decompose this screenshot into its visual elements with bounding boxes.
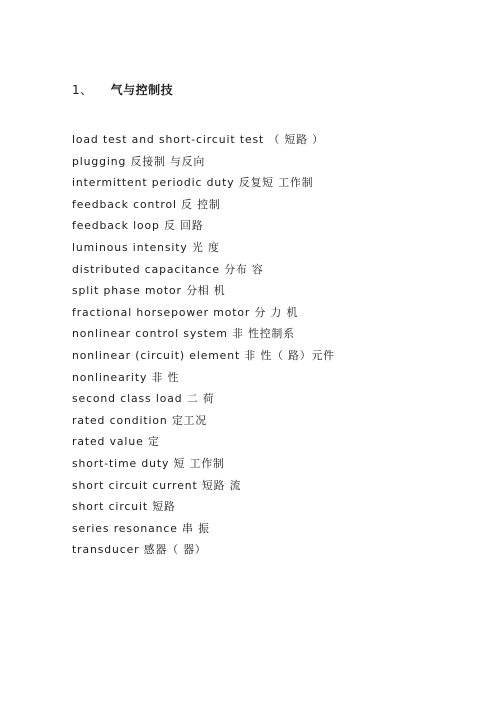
glossary-entry: distributed capacitance 分布 容	[72, 262, 264, 276]
glossary-entry: feedback control 反 控制	[72, 197, 221, 211]
glossary-entry: intermittent periodic duty 反复短 工作制	[72, 176, 314, 190]
glossary-entry: feedback loop 反 回路	[72, 219, 204, 233]
glossary-entry: nonlinearity 非 性	[72, 370, 180, 384]
glossary-entry: short circuit 短路	[72, 500, 176, 514]
glossary-list	[72, 132, 492, 564]
glossary-entry: load test and short-circuit test （ 短路 ）	[72, 133, 324, 146]
glossary-entry: rated condition 定工况	[72, 413, 208, 427]
glossary-entry: rated value 定	[72, 435, 160, 449]
glossary-entry: transducer 感器（ 器）	[72, 543, 207, 557]
glossary-entry: short circuit current 短路 流	[72, 478, 242, 492]
glossary-entry: second class load 二 荷	[72, 392, 215, 406]
glossary-entry: split phase motor 分相 机	[72, 284, 226, 298]
section-title: 气与控制技	[110, 83, 174, 97]
glossary-entry: nonlinear control system 非 性控制系	[72, 327, 295, 341]
section-heading	[72, 81, 173, 98]
section-number: 1、	[72, 83, 93, 97]
glossary-entry: series resonance 串 振	[72, 521, 210, 535]
glossary-entry: short-time duty 短 工作制	[72, 456, 225, 470]
glossary-entry: plugging 反接制 与反向	[72, 154, 206, 168]
glossary-entry: fractional horsepower motor 分 力 机	[72, 305, 299, 319]
glossary-entry: luminous intensity 光 度	[72, 240, 220, 254]
glossary-entry: nonlinear (circuit) element 非 性（ 路）元件	[72, 348, 335, 362]
